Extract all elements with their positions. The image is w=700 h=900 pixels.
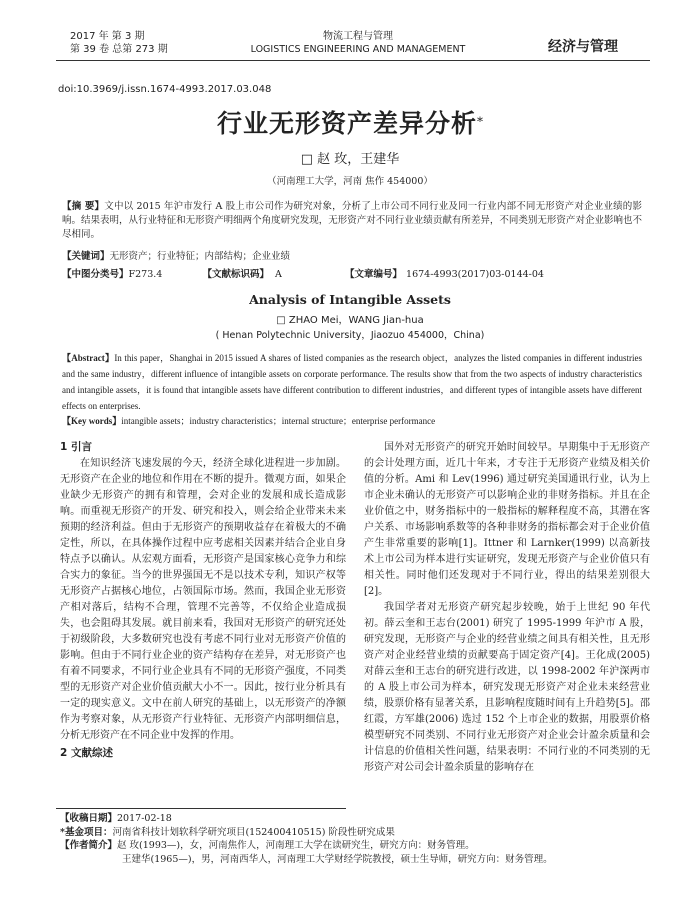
abstract-en-label: 【Abstract】 — [62, 353, 115, 363]
left-column — [60, 438, 346, 762]
abstract-cn — [62, 200, 642, 242]
journal-name-cn: 物流工程与管理 — [323, 31, 393, 42]
article-no-label: 【文章编号】 — [345, 269, 403, 280]
author-bio-label: 【作者简介】 — [60, 840, 118, 851]
section-heading-intro: 1 引言 — [60, 441, 92, 453]
title-footnote-mark: * — [477, 114, 483, 129]
journal-name — [228, 30, 488, 56]
keywords-en-text: intangible assets；industry characteristics；internal structure；enterprise performance — [121, 416, 436, 426]
received-line — [60, 812, 650, 826]
abstract-en-text: In this paper，Shanghai in 2015 issued A shares of listed companies as the research object，analyzes the listed companies in different industries and the same industry，different influence of intangible assets on corporate performance. The results show that from the two aspects of industry characteristics and intangible assets，it is found that intangible assets have different contribution to different industries，and different types of intangible assets have different effects on enterprises. — [62, 353, 642, 411]
author-bio-2: 王建华(1965—)，男，河南西华人，河南理工大学财经学院教授，硕士生导师，研究方向：财务管理。 — [122, 853, 553, 865]
doc-code-label: 【文献标识码】 — [202, 269, 270, 280]
clc-label: 【中图分类号】 — [62, 269, 129, 280]
author-bio-1: 赵 玫(1993—)，女，河南焦作人，河南理工大学在读研究生，研究方向：财务管理。 — [117, 840, 475, 851]
authors-cn: □ 赵 玫，王建华 — [300, 152, 400, 167]
received-label: 【收稿日期】 — [60, 813, 118, 824]
affiliation-en: ( Henan Polytechnic University，Jiaozuo 454000，China) — [215, 330, 485, 341]
intro-paragraph: 在知识经济飞速发展的今天，经济全球化进程进一步加剧。无形资产在企业的地位和作用在不断的提升。微观方面，如果企业缺少无形资产的拥有和管理，会对企业的发展和成长造成影响。而重视无形资产的开发、研究和投入，则会给企业带来未来预期的经济利益。但由于无形资产的预期收益存在着极大的不确定性，所以，在具体操作过程中应考虑相关因素并结合企业自身特点予以确认。从宏观方面看，无形资产是国家核心竞争力和综合实力的象征。当今的世界强国无不是以技术专利，知识产权等无形资产占据核心地位，占领国际市场。然而，我国企业无形资产相对落后，结构不合理，管理不完善等，不仅给企业造成损失，也会阻碍其发展。就目前来看，我国对无形资产的研究还处于初级阶段，大多数研究也没有考虑不同行业对无形资产价值的影响。但由于不同行业企业的资产结构存在差异，对无形资产也有着不同要求，不同行业企业具有不同的无形资产强度，不同类型的无形资产对企业价值贡献大小不一。因此，按行业分析具有一定的现实意义。文中在前人研究的基础上，以无形资产的净额作为考察对象，从无形资产行业特征、无形资产内部明细信息，分析无形资产在不同企业中发挥的作用。 — [60, 458, 346, 741]
title-en: Analysis of Intangible Assets — [249, 292, 451, 307]
keywords-cn-text: 无形资产；行业特征；内部结构；企业业绩 — [109, 251, 291, 262]
issue-info — [70, 30, 240, 56]
footnote — [60, 812, 650, 866]
keywords-en — [62, 414, 642, 428]
footnote-rule — [56, 808, 346, 809]
issue-line-2: 第 39 卷 总第 273 期 — [70, 44, 168, 55]
received-value: 2017-02-18 — [117, 813, 172, 824]
journal-name-en: LOGISTICS ENGINEERING AND MANAGEMENT — [250, 44, 466, 55]
keywords-cn — [62, 250, 642, 264]
keywords-en-label: 【Key words】 — [62, 416, 122, 426]
affiliation-cn: （河南理工大学，河南 焦作 454000） — [267, 176, 433, 187]
fund-value: 河南省科技计划软科学研究项目(152400410515) 阶段性研究成果 — [112, 826, 395, 838]
author-bio-line-1 — [60, 839, 650, 853]
header-rule — [56, 60, 650, 61]
doi: doi:10.3969/j.issn.1674-4993.2017.03.048 — [58, 84, 272, 95]
section-heading-review: 2 文献综述 — [60, 747, 113, 759]
article-no-value: 1674-4993(2017)03-0144-04 — [406, 269, 544, 280]
review-paragraph-2: 我国学者对无形资产研究起步较晚，始于上世纪 90 年代初。薛云奎和王志台(2001) 研究了 1995-1999 年沪市 A 股，研究发现，无形资产与企业的经营业绩之间具有相关性，且无形资产对企业经营业绩的贡献要高于固定资产[4]。王化成(2005) 对薛云奎和王志台的研究进行改进，以 1998-2002 年沪深两市的 A 股上市公司为样本，研究发现无形资产对企业未来经营业绩，股票价格有显著关系，且影响程度随时间有上升趋势[5]。邵红霞，方军雄(2006) 选过 152 个上市企业的数据，用股票价格模型研究不同类别、不同行业无形资产对企业会计盈余质量和会计信息的价值相关性问题，结果表明：不同行业的不同类别的无形资产对公司会计盈余质量的影响存在 — [364, 602, 650, 773]
issue-line-1: 2017 年 第 3 期 — [70, 31, 145, 42]
doc-code-value: A — [275, 269, 282, 280]
keywords-cn-label: 【关键词】 — [62, 251, 110, 262]
right-column — [364, 440, 650, 776]
section-tag: 经济与管理 — [548, 39, 618, 55]
classification-line — [62, 268, 642, 282]
review-paragraph-1: 国外对无形资产的研究开始时间较早。早期集中于无形资产的会计处理方面，近几十年来，才专注于无形资产业绩及相关价值的分析。Ami 和 Lev(1996) 通过研究美国通讯行业，认为上市企业未确认的无形资产可以影响企业的非财务指标。并且在企业价值之中，财务指标中的一般指标的解释程度不高，其潜在客户关系、市场影响系数等的各种非财务的指标都会对于企业价值产生非常重要的影响[1]。Ittner 和 Larnker(1999) 以高新技术上市公司为样本进行实证研究，发现无形资产与企业价值只有相关性。同时他们还发现对于不同行业，得出的结果差别很大[2]。 — [364, 442, 650, 597]
authors-en: □ ZHAO Mei，WANG Jian-hua — [276, 315, 424, 326]
abstract-en — [62, 350, 642, 414]
title-cn: 行业无形资产差异分析 — [216, 109, 477, 138]
fund-line — [60, 826, 650, 840]
clc-value: F273.4 — [128, 269, 163, 280]
abstract-cn-text: 文中以 2015 年沪市发行 A 股上市公司作为研究对象，分析了上市公司不同行业及同一行业内部不同无形资产对企业业绩的影响。结果表明，从行业特征和无形资产明细两个角度研究发现，无形资产对不同行业业绩贡献有所差异，不同类别无形资产对企业影响也不尽相同。 — [62, 201, 642, 240]
fund-label: *基金项目： — [60, 826, 113, 838]
author-bio-line-2 — [60, 853, 650, 867]
title-block — [0, 104, 700, 140]
abstract-cn-label: 【摘 要】 — [62, 201, 105, 212]
